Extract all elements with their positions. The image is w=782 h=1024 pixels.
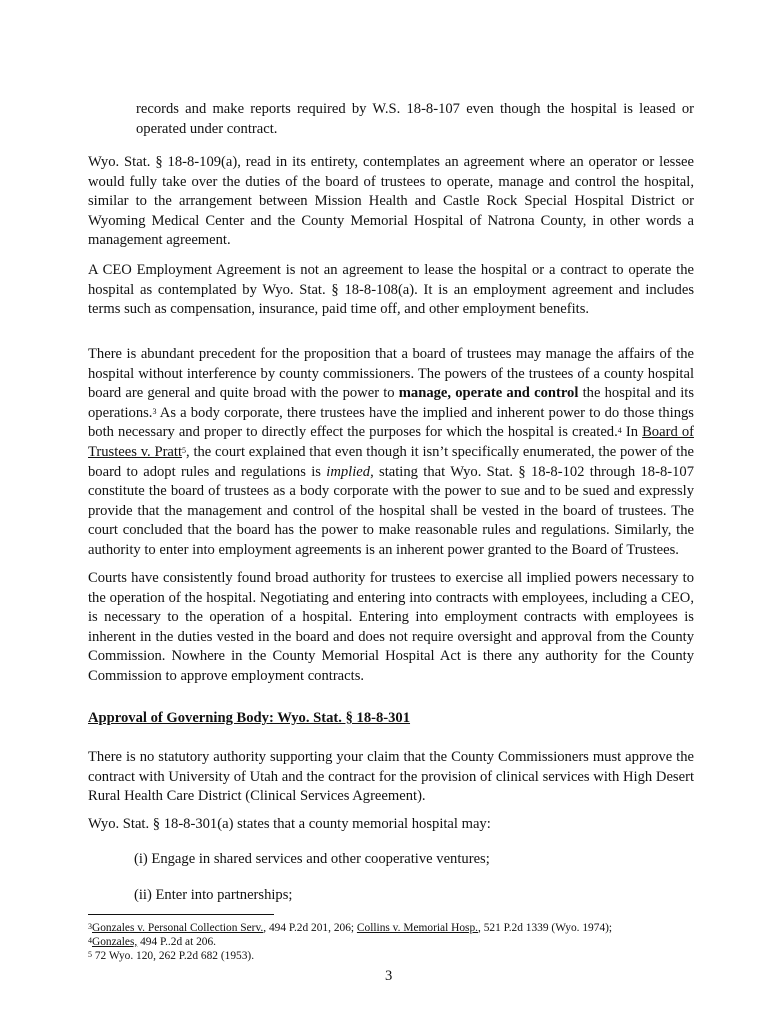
- footnote-number: 5: [88, 950, 92, 959]
- paragraph-continuation: records and make reports required by W.S. 18-8-107 even though the hospital is leased or operated under contract.: [136, 101, 694, 137]
- bold-text: manage, operate and control: [398, 385, 579, 402]
- text: the hospital and its operations.: [88, 385, 694, 421]
- paragraph-ceo-agreement: A CEO Employment Agreement is not an agreement to lease the hospital or a contract to operate the hospital as contemplated by Wyo. Stat. § 18-8-108(a). It is an employment agreement and includes terms such as compensation, insurance, paid time off, and other employment benefits.: [88, 262, 694, 318]
- text: , 494 P.2d 201, 206;: [263, 922, 357, 934]
- footnote-ref-4[interactable]: 4: [617, 426, 622, 436]
- paragraph-301a: Wyo. Stat. § 18-8-301(a) states that a county memorial hospital may:: [88, 816, 491, 832]
- footnote-5: [88, 950, 254, 964]
- text: In: [621, 424, 643, 441]
- text: There is abundant precedent for the proposition that a board of trustees may manage the affairs of the hospital without interference by county commissioners. The powers of the trustees of a county hospital board are general and quite broad with the power to: [88, 346, 694, 402]
- footnote-number: 4: [88, 936, 92, 945]
- list-item: (i) Engage in shared services and other cooperative ventures;: [134, 851, 490, 867]
- italic-text: implied: [326, 463, 371, 480]
- text: , the court explained that even though it isn’t specifically enumerated, the power of the board to adopt rules and regulations is: [88, 443, 694, 480]
- paragraph-no-authority: There is no statutory authority supporting your claim that the County Commissioners must approve the contract with University of Utah and the contract for the provision of clinical services with High Desert Rural Health Care District (Clinical Services Agreement).: [88, 749, 694, 805]
- case-citation: Gonzales v. Personal Collection Serv.: [92, 922, 264, 934]
- paragraph-109a: Wyo. Stat. § 18-8-109(a), read in its entirety, contemplates an agreement where an operator or lessee would fully take over the duties of the board of trustees to operate, manage and control the hospital, similar to the arrangement between Mission Health and Castle Rock Special Hospital District or Wyoming Medical Center and the County Memorial Hospital of Natrona County, in other words a management agreement.: [88, 154, 694, 249]
- case-citation: Board of Trustees v. Pratt: [88, 424, 694, 460]
- paragraph-courts: Courts have consistently found broad authority for trustees to exercise all implied powers necessary to the operation of the hospital. Negotiating and entering into contracts with employees, including a CEO, is necessary to the operation of a hospital. Entering into employment contracts with employees is inherent in the duties vested in the board and does not require oversight and approval from the County Commission. Nowhere in the County Memorial Hospital Act is there any authority for the County Commission to approve employment contracts.: [88, 570, 694, 684]
- case-citation: Gonzales,: [92, 936, 138, 948]
- footnote-3: [88, 922, 612, 936]
- footnote-number: 3: [88, 922, 92, 931]
- paragraph-precedent: [88, 345, 694, 561]
- text: , stating that Wyo. Stat. § 18-8-102 through 18-8-107 constitute the board of trustees as a body corporate with the power to sue and to be sued and expressly provide that the management and control of the hospital shall be vested in the board of trustees. The court concluded that the board has the power to make reasonable rules and regulations. Similarly, the authority to enter into employment agreements is an inherent power granted to the Board of Trustees.: [88, 463, 695, 558]
- text: 72 Wyo. 120, 262 P.2d 682 (1953).: [92, 950, 255, 962]
- footnote-ref-3[interactable]: 3: [152, 406, 157, 416]
- page-number: 3: [385, 968, 393, 984]
- text: 494 P..2d at 206.: [137, 936, 217, 948]
- section-heading: Approval of Governing Body: Wyo. Stat. § 18-8-301: [88, 710, 411, 726]
- footnote-divider: [88, 914, 274, 915]
- case-citation: Collins v. Memorial Hosp.: [356, 922, 478, 934]
- text: , 521 P.2d 1339 (Wyo. 1974);: [478, 922, 613, 934]
- list-item: (ii) Enter into partnerships;: [134, 887, 293, 903]
- footnote-4: [88, 936, 216, 950]
- text: As a body corporate, there trustees have the implied and inherent power to do those things both necessary and proper to directly effect the purposes for which the hospital is created.: [88, 404, 694, 441]
- footnote-ref-5[interactable]: 5: [182, 445, 187, 455]
